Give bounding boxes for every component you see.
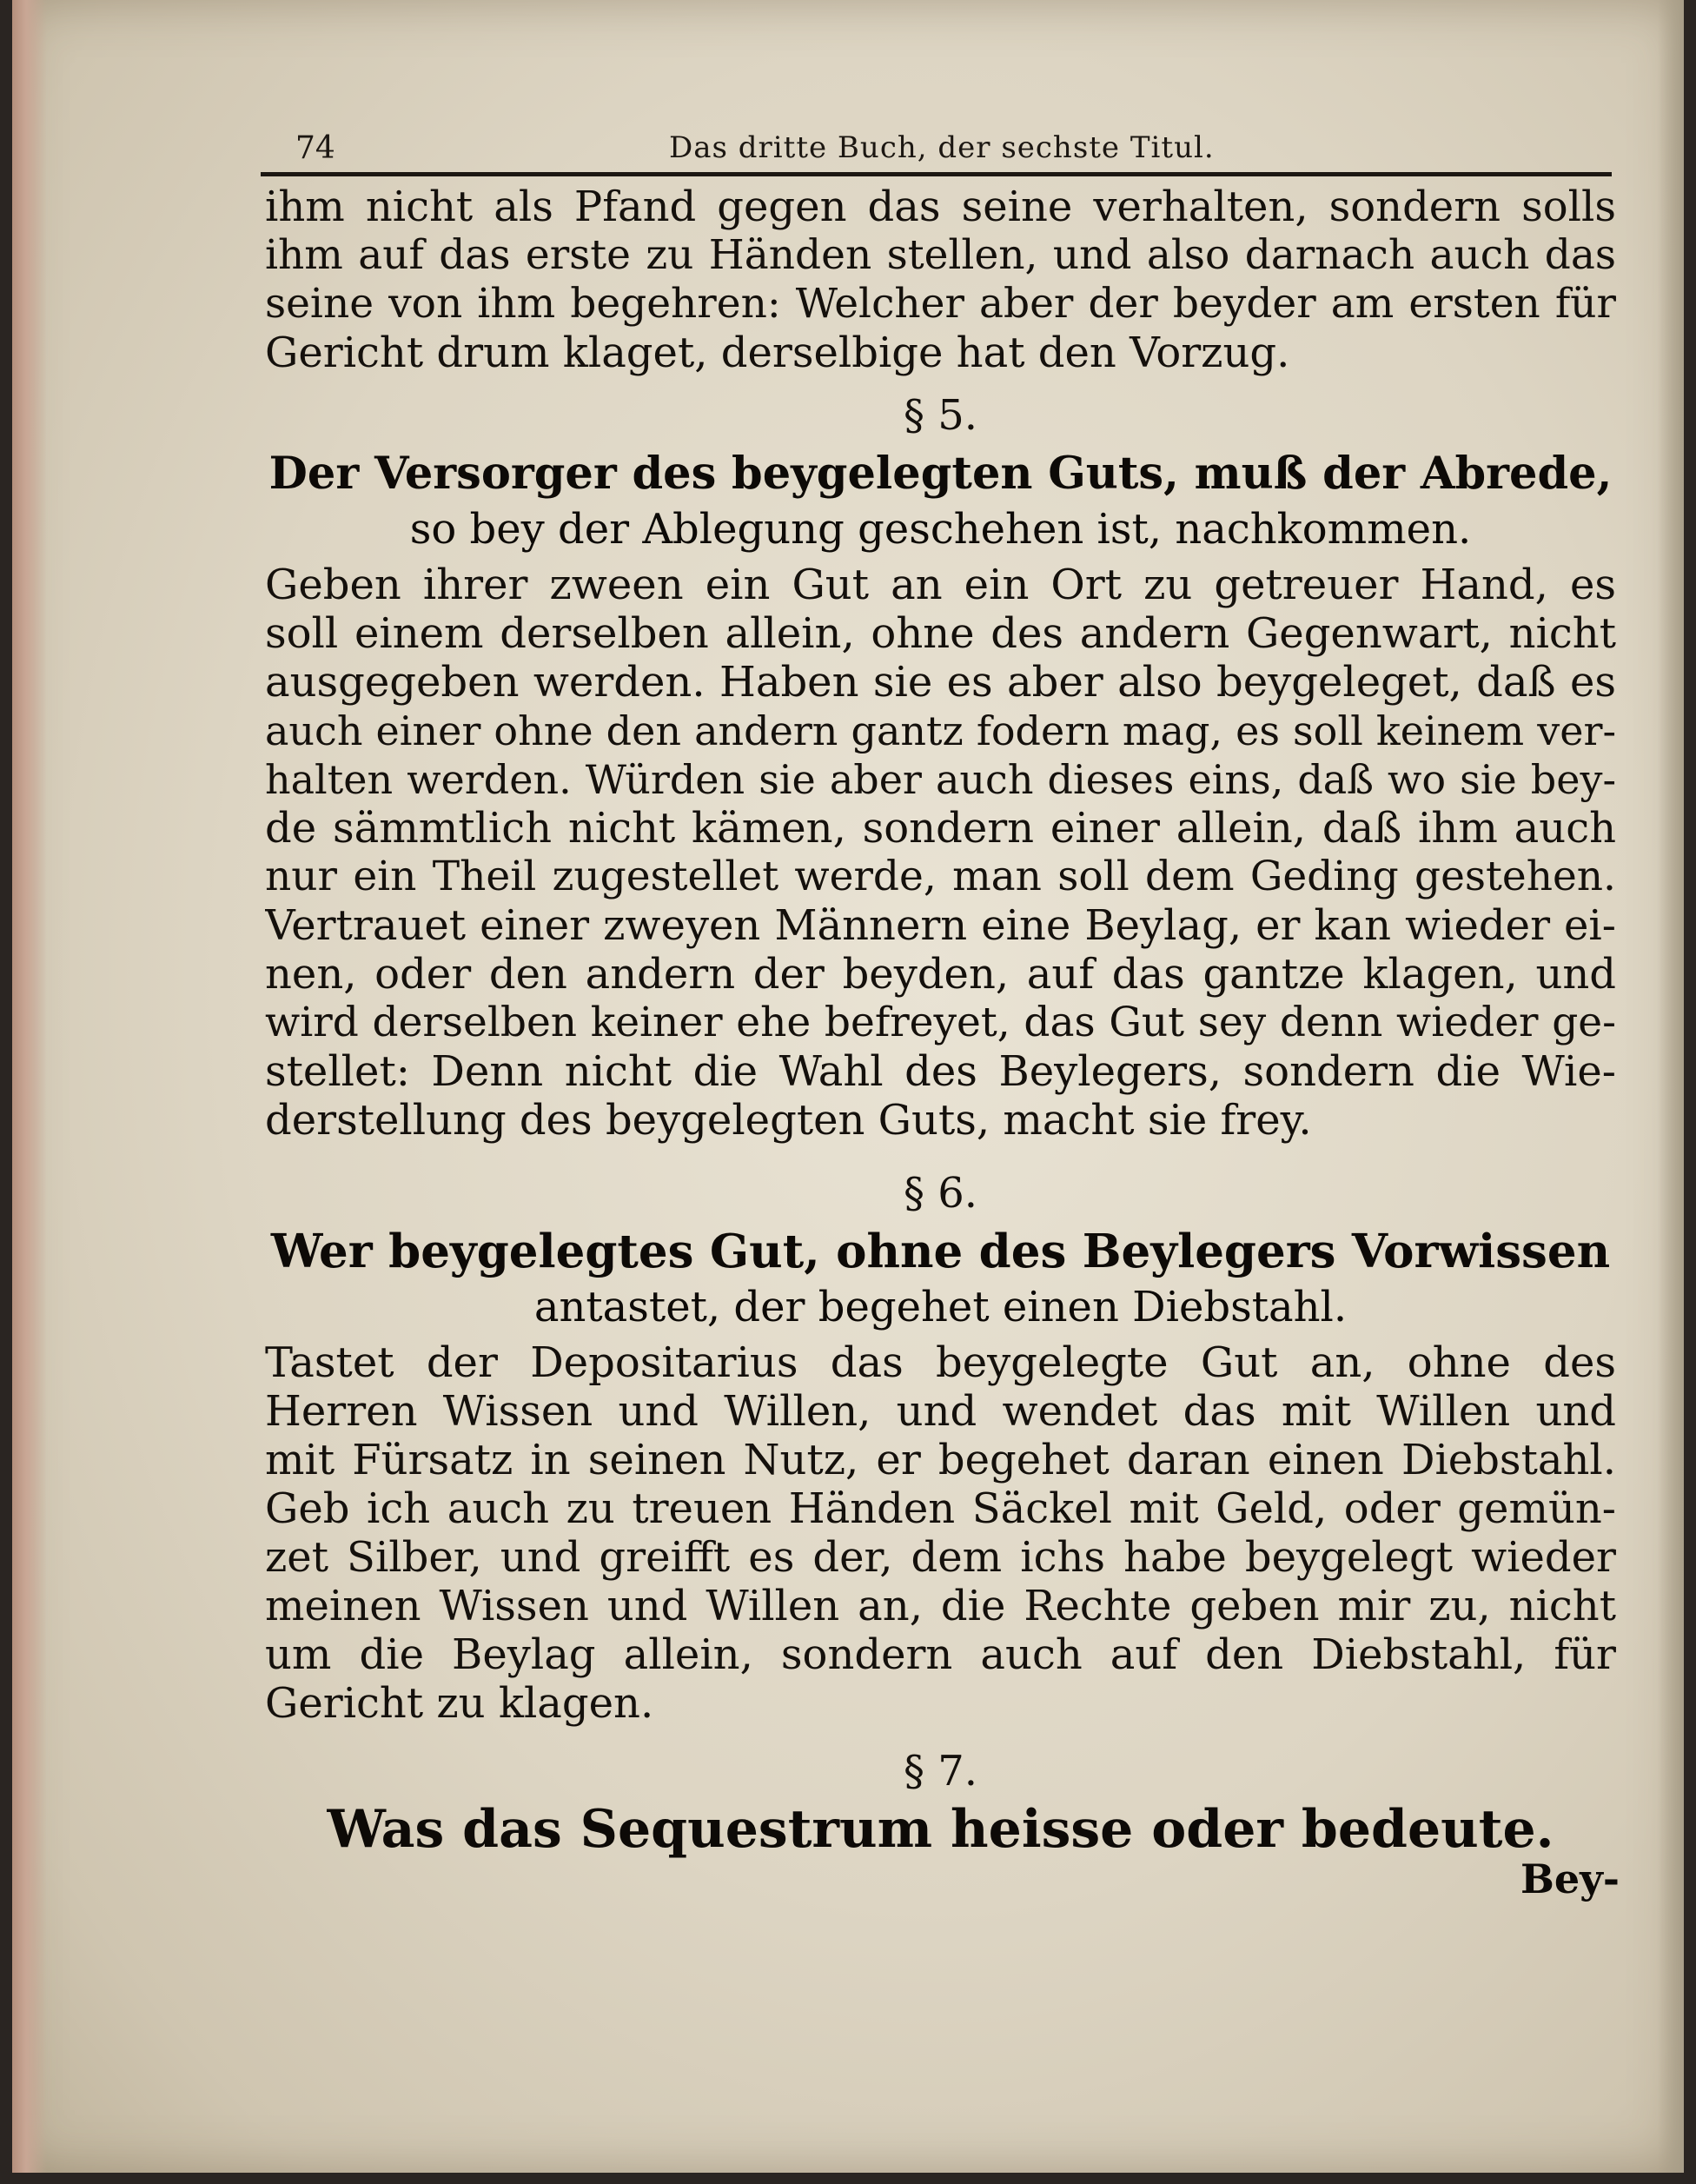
opening-paragraph: [265, 183, 1616, 377]
text-line: seine von ihm begehren: Welcher aber der beyder am ersten für: [265, 280, 1616, 328]
section-heading-sub: so bey der Ablegung geschehen ist, nachkommen.: [409, 505, 1472, 554]
text-line: Gericht drum klaget, derselbige hat den Vorzug.: [265, 329, 1290, 377]
text-line: Geb ich auch zu treuen Händen Säckel mit Geld, oder gemün-: [265, 1484, 1616, 1533]
section-heading-main: Was das Sequestrum heisse oder bedeute.: [327, 1799, 1554, 1860]
page-edge-right: [1658, 0, 1684, 2173]
text-line: de sämmtlich nicht kämen, sondern einer allein, daß ihm auch: [265, 804, 1616, 853]
section-number-6: § 6.: [903, 1169, 978, 1218]
text-line: ihm auf das erste zu Händen stellen, und also darnach auch das: [265, 231, 1616, 279]
text-line: auch einer ohne den andern gantz fodern mag, es soll keinem ver-: [265, 707, 1616, 754]
text-line: Herren Wissen und Willen, und wendet das mit Willen und: [265, 1387, 1616, 1436]
section-number-7: § 7.: [903, 1747, 978, 1796]
text-line: Geben ihrer zween ein Gut an ein Ort zu getreuer Hand, es: [265, 561, 1616, 609]
section-heading-7: [265, 1799, 1616, 1860]
section-heading-6: [265, 1221, 1616, 1332]
text-line: ihm nicht als Pfand gegen das seine verhalten, sondern solls: [265, 183, 1616, 231]
page-edge-left: [12, 0, 47, 2173]
text-line: stellet: Denn nicht die Wahl des Beylegers, sondern die Wie-: [265, 1047, 1616, 1096]
text-line: soll einem derselben allein, ohne des andern Gegenwart, nicht: [265, 609, 1616, 658]
text-line: meinen Wissen und Willen an, die Rechte geben mir zu, nicht: [265, 1582, 1616, 1630]
text-line: mit Fürsatz in seinen Nutz, er begehet daran einen Diebstahl.: [265, 1436, 1616, 1484]
text-line: wird derselben keiner ehe befreyet, das Gut sey denn wieder ge-: [265, 999, 1616, 1046]
running-title: Das dritte Buch, der sechste Titul.: [669, 130, 1215, 165]
text-line: Gericht zu klagen.: [265, 1679, 654, 1728]
section-number-5: § 5.: [903, 391, 978, 440]
running-head: [295, 130, 1599, 170]
section-6-paragraph: [265, 1338, 1616, 1728]
text-line: derstellung des beygelegten Guts, macht sie frey.: [265, 1096, 1312, 1145]
section-heading-main: Der Versorger des beygelegten Guts, muß der Abrede,: [268, 448, 1613, 500]
text-line: halten werden. Würden sie aber auch dieses eins, daß wo sie bey-: [265, 756, 1616, 803]
text-line: ausgegeben werden. Haben sie es aber also beygeleget, daß es: [265, 658, 1616, 707]
text-line: Vertrauet einer zweyen Männern eine Beylag, er kan wieder ei-: [265, 901, 1616, 950]
text-line: Tastet der Depositarius das beygelegte Gut an, ohne des: [265, 1338, 1616, 1387]
catchword: Bey-: [1520, 1855, 1620, 1902]
section-5-paragraph: [265, 561, 1616, 1145]
header-rule: [261, 172, 1612, 176]
text-line: nur ein Theil zugestellet werde, man soll dem Geding gestehen.: [265, 853, 1616, 900]
section-heading-main: Wer beygelegtes Gut, ohne des Beylegers Vorwissen: [270, 1225, 1611, 1278]
text-line: nen, oder den andern der beyden, auf das gantze klagen, und: [265, 950, 1616, 999]
section-heading-sub: antastet, der begehet einen Diebstahl.: [533, 1283, 1348, 1331]
section-heading-5: [265, 443, 1616, 554]
page-number: 74: [295, 130, 335, 166]
text-line: zet Silber, und greifft es der, dem ichs habe beygelegt wieder: [265, 1533, 1616, 1582]
text-line: um die Beylag allein, sondern auch auf den Diebstahl, für: [265, 1630, 1616, 1679]
